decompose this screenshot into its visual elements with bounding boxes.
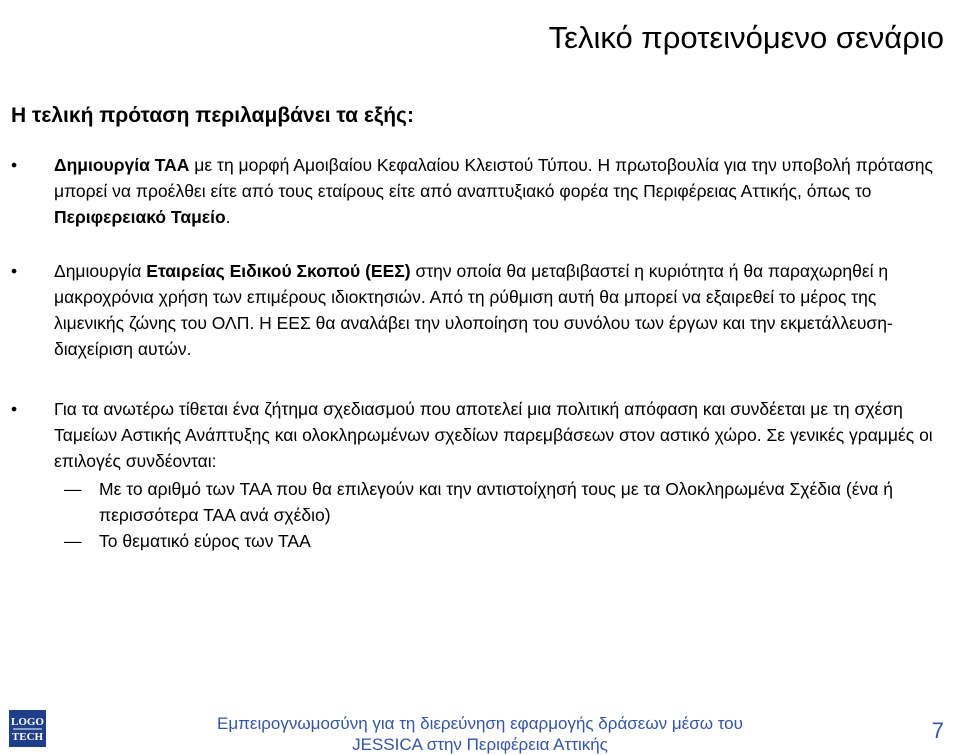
- footer-line: JESSICA στην Περιφέρεια Αττικής: [352, 735, 608, 754]
- sub-item: [64, 476, 924, 528]
- footer-line: Εμπειρογνωμοσύνη για τη διερεύνηση εφαρμογής δράσεων μέσω του: [217, 714, 743, 733]
- dash-marker: —: [64, 479, 82, 499]
- bullet-marker: •: [11, 399, 18, 419]
- bullet-item: [11, 396, 941, 474]
- bullet-marker: •: [11, 155, 18, 175]
- sub-item-text: Το θεματικό εύρος των ΤΑΑ: [99, 531, 311, 551]
- slide-title: Τελικό προτεινόμενο σενάριο: [548, 20, 944, 55]
- svg-text:LOGO: LOGO: [10, 716, 45, 728]
- bullet-item: [11, 152, 941, 230]
- bullet-item: [11, 258, 941, 362]
- footer-text: [160, 713, 800, 755]
- logo-tech-logo: [9, 710, 46, 747]
- slide-subtitle: Η τελική πρόταση περιλαμβάνει τα εξής:: [11, 104, 414, 127]
- bullet-marker: •: [11, 261, 18, 281]
- sub-item-text: Με το αριθμό των ΤΑΑ που θα επιλεγούν και την αντιστοίχησή τους με τα Ολοκληρωμένα Σχέδια (ένα ή περισσότερα ΤΑΑ ανά σχέδιο): [99, 479, 893, 525]
- sub-item: [64, 528, 924, 554]
- svg-text:TECH: TECH: [11, 731, 44, 743]
- bullet-text: Δημιουργία ΤΑΑ με τη μορφή Αμοιβαίου Κεφαλαίου Κλειστού Τύπου. Η πρωτοβουλία για την υποβολή πρότασης μπορεί να προέλθει είτε από τους εταίρους είτε από αναπτυξιακό φορέα της Περιφέρειας Αττικής, όπως το Περιφερειακό Ταμείο.: [54, 155, 933, 227]
- bullet-text: Δημιουργία Εταιρείας Ειδικού Σκοπού (ΕΕΣ) στην οποία θα μεταβιβαστεί η κυριότητα ή θα παραχωρηθεί η μακροχρόνια χρήση των επιμέρους ιδιοκτησιών. Από τη ρύθμιση αυτή θα μπορεί να εξαιρεθεί το μέρος της λιμενικής ζώνης του ΟΛΠ. Η ΕΕΣ θα αναλάβει την υλοποίηση του συνόλου των έργων και την εκμετάλλευση-διαχείριση αυτών.: [54, 261, 893, 359]
- page-number: 7: [931, 718, 944, 743]
- dash-marker: —: [64, 531, 82, 551]
- bullet-text: Για τα ανωτέρω τίθεται ένα ζήτημα σχεδιασμού που αποτελεί μια πολιτική απόφαση και συνδέεται με τη σχέση Ταμείων Αστικής Ανάπτυξης και ολοκληρωμένων σχεδίων παρεμβάσεων στον αστικό χώρο. Σε γενικές γραμμές οι επιλογές συνδέονται:: [54, 399, 933, 471]
